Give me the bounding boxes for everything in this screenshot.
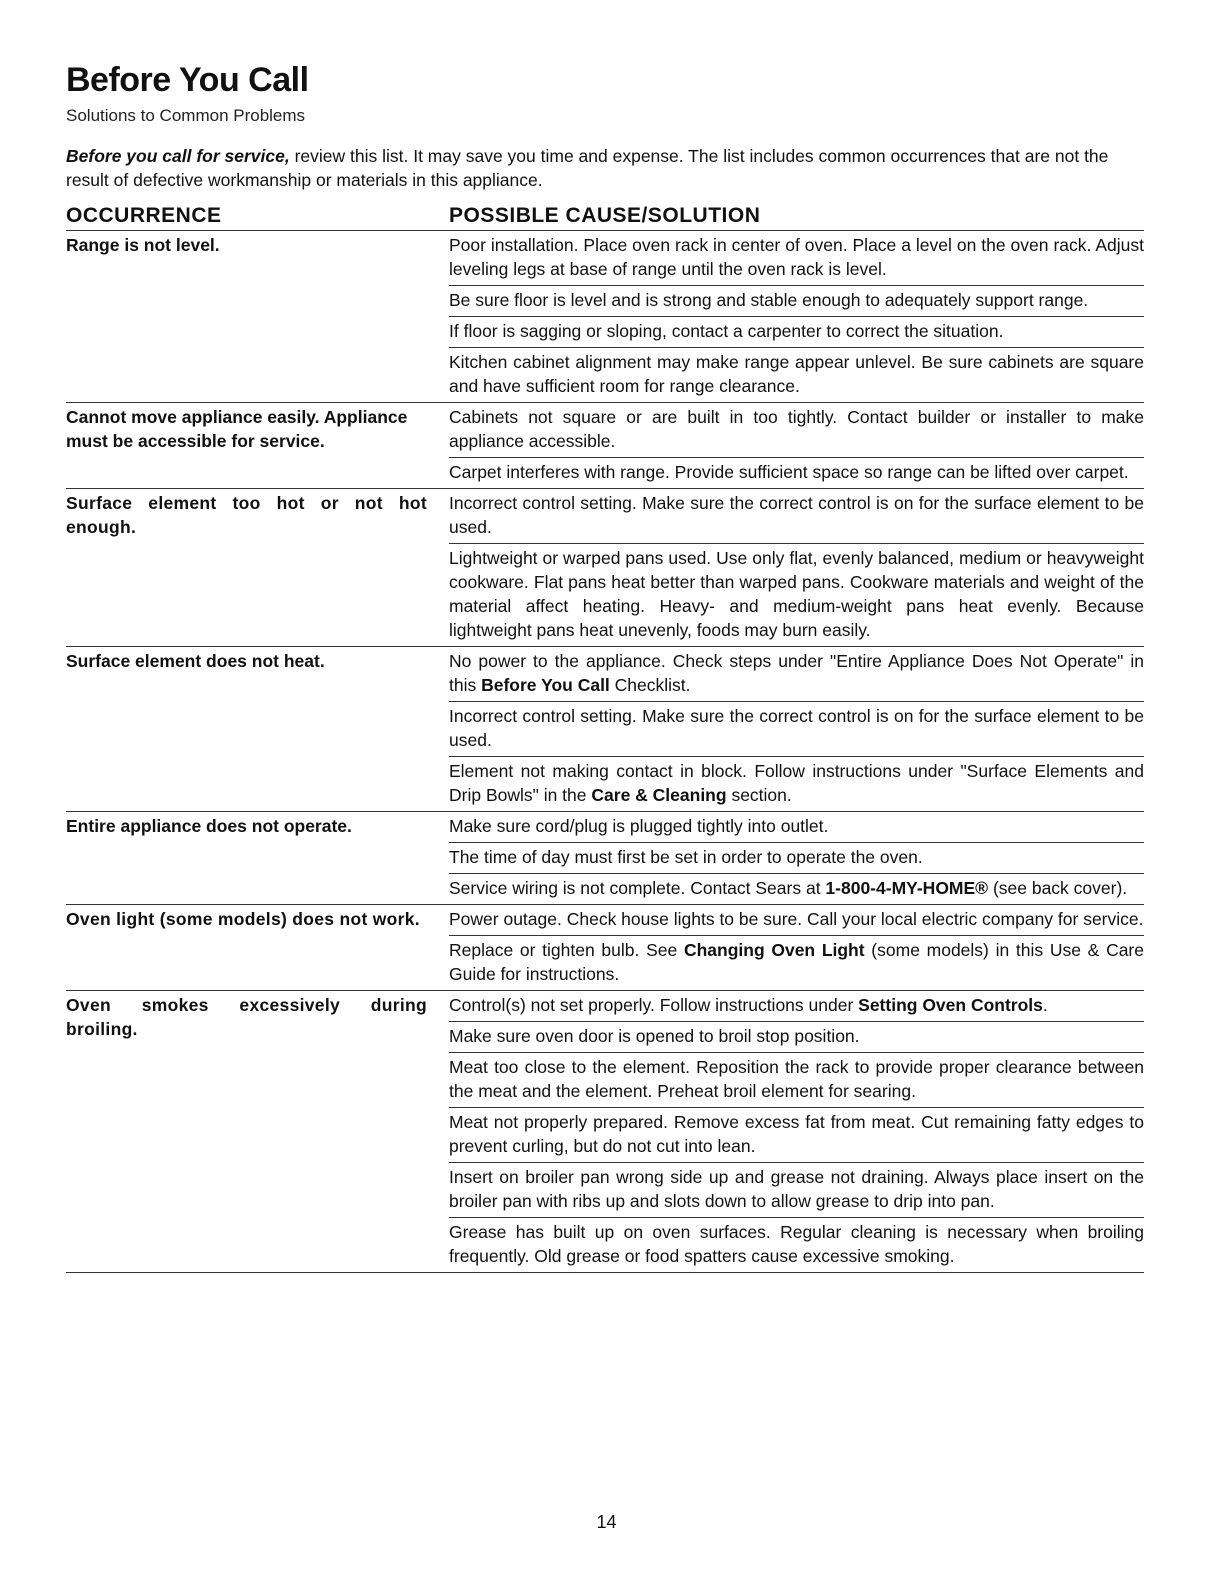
solution-item [449,936,1144,990]
solution-text: No power to the appliance. Check steps under "Entire Appliance Does Not Operate" in this [449,651,1144,695]
solutions-cell [449,812,1144,904]
solution-item [449,286,1144,317]
occurrence-cell: Cannot move appliance easily. Appliance must be accessible for service. [66,407,408,451]
solution-item [449,403,1144,458]
intro-lead: Before you call for service, [66,146,290,166]
page [66,60,1144,1273]
solution-item [449,1053,1144,1108]
solution-text: Cabinets not square or are built in too tightly. Contact builder or installer to make appliance accessible. [449,407,1144,451]
occurrence-cell: Surface element does not heat. [66,651,325,671]
table-row [66,403,1144,489]
page-subtitle: Solutions to Common Problems [66,106,306,125]
column-headers [66,202,1144,231]
solution-text: Incorrect control setting. Make sure the correct control is on for the surface element to be used. [449,493,1144,537]
solution-item [449,458,1144,488]
solution-item [449,348,1144,402]
solution-text: Lightweight or warped pans used. Use only flat, evenly balanced, medium or heavyweight cookware. Flat pans heat better than warped pans. Cookware materials and weight of the material affect heating. Heavy- and medium-weight pans heat evenly. Because lightweight pans heat unevenly, foods may burn easily. [449,548,1144,640]
solution-item [449,1163,1144,1218]
solution-text: The time of day must first be set in order to operate the oven. [449,847,923,867]
solutions-cell [449,905,1144,990]
solution-text: Checklist. [609,675,691,695]
solution-text: Make sure cord/plug is plugged tightly into outlet. [449,816,829,836]
table-row [66,991,1144,1273]
solutions-cell [449,991,1144,1272]
solution-text: If floor is sagging or sloping, contact a carpenter to correct the situation. [449,321,1004,341]
occurrence-cell: Surface element too hot or not hot enough. [66,493,427,537]
solution-text: . [1042,995,1048,1015]
solution-bold-text: 1-800-4-MY-HOME® [825,878,989,898]
troubleshooting-table [66,231,1144,1273]
solutions-cell [449,489,1144,646]
solutions-cell [449,647,1144,811]
solution-text: Replace or tighten bulb. See [449,940,684,960]
intro-paragraph [66,144,1144,192]
solutions-cell [449,231,1144,402]
solution-text: Meat too close to the element. Reposition the rack to provide proper clearance between the meat and the element. Preheat broil element for searing. [449,1057,1144,1101]
solution-item [449,231,1144,286]
solution-item [449,843,1144,874]
solution-bold-text: Care & Cleaning [591,785,727,805]
solution-text: Kitchen cabinet alignment may make range appear unlevel. Be sure cabinets are square and have sufficient room for range clearance. [449,352,1144,396]
solution-text: Element not making contact in block. Follow instructions under "Surface Elements and Drip Bowls" in the [449,761,1144,805]
solution-text: Incorrect control setting. Make sure the correct control is on for the surface element to be used. [449,706,1144,750]
table-row [66,905,1144,991]
solution-item [449,874,1144,904]
solution-item [449,1108,1144,1163]
solution-item [449,757,1144,811]
solution-item [449,991,1144,1022]
solution-header: POSSIBLE CAUSE/SOLUTION [449,204,761,227]
solution-text: section. [726,785,792,805]
solution-bold-text: Setting Oven Controls [858,995,1043,1015]
solution-item [449,905,1144,936]
solution-item [449,1218,1144,1272]
page-title: Before You Call [66,61,309,99]
solution-bold-text: Changing Oven Light [683,940,865,960]
solutions-cell [449,403,1144,488]
occurrence-header: OCCURRENCE [66,204,222,227]
solution-text: Be sure floor is level and is strong and stable enough to adequately support range. [449,290,1089,310]
table-row [66,647,1144,812]
occurrence-cell: Range is not level. [66,235,220,255]
page-number: 14 [596,1512,617,1532]
solution-text: Make sure oven door is opened to broil stop position. [449,1026,860,1046]
solution-text: (see back cover). [988,878,1128,898]
solution-item [449,812,1144,843]
occurrence-cell: Oven light (some models) does not work. [66,909,420,929]
solution-item [449,544,1144,646]
table-row [66,489,1144,647]
table-row [66,231,1144,403]
solution-text: (some models) in this Use & Care Guide for instructions. [449,940,1144,984]
solution-item [449,317,1144,348]
solution-text: Grease has built up on oven surfaces. Regular cleaning is necessary when broiling frequently. Old grease or food spatters cause excessive smoking. [449,1222,1144,1266]
solution-text: Power outage. Check house lights to be sure. Call your local electric company for service. [449,909,1144,929]
solution-text: Control(s) not set properly. Follow instructions under [449,995,859,1015]
solution-item [449,489,1144,544]
solution-text: Poor installation. Place oven rack in center of oven. Place a level on the oven rack. Adjust leveling legs at base of range until the oven rack is level. [449,235,1144,279]
solution-item [449,647,1144,702]
solution-text: Service wiring is not complete. Contact Sears at [449,878,826,898]
solution-text: Insert on broiler pan wrong side up and grease not draining. Always place insert on the broiler pan with ribs up and slots down to allow grease to drip into pan. [449,1167,1144,1211]
table-row [66,812,1144,905]
occurrence-cell: Oven smokes excessively during broiling. [66,995,427,1039]
occurrence-cell: Entire appliance does not operate. [66,816,352,836]
solution-text: Carpet interferes with range. Provide sufficient space so range can be lifted over carpet. [449,462,1129,482]
solution-bold-text: Before You Call [481,675,610,695]
solution-item [449,702,1144,757]
solution-item [449,1022,1144,1053]
intro-text: review this list. It may save you time and expense. The list includes common occurrences that are not the result of defective workmanship or materials in this appliance. [66,146,1109,190]
solution-text: Meat not properly prepared. Remove excess fat from meat. Cut remaining fatty edges to prevent curling, but do not cut into lean. [449,1112,1144,1156]
